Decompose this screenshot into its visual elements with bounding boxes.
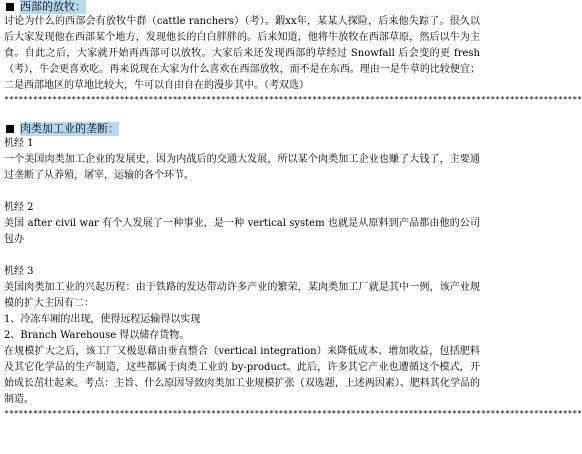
memory-text-1: 一个美国肉类加工企业的发展史，因为内战后的交通大发展，所以某个肉类加工企业也赚了大钱了，主要通过垄断了从养殖，屠宰，运输的各个环节。 <box>4 154 480 181</box>
spacer <box>4 106 480 122</box>
section-title: 肉类加工业的垄断： <box>20 122 119 135</box>
square-bullet-icon <box>6 125 14 133</box>
list-item: 1、冷冻车厢的出现，使得远程运输得以实现 <box>4 314 201 325</box>
asterisk-divider: ************************************************************************************************************************ <box>4 95 582 104</box>
spacer <box>4 248 480 264</box>
memory-text-3-conclusion: 在规模扩大之后，该工厂又极思藉由垂直整合（vertical integration）来降低成本、增加收益，包括肥料及其它化学品的生产制造，这些都属于肉类工业的 by-product。此后，许多其它产业也遭循这个模式，开始成长茁壮起来。考点：主旨、什么原因导致肉类加工业规模扩张（双选题，上述两因素）、肥料其化学品的制造。 <box>4 346 480 405</box>
asterisk-divider: ************************************************************************************************************************ <box>4 409 582 418</box>
ranching-paragraph: 讨论为什么的西部会有放牧牛群（cattle ranchers）（考）。鍜xx年，某某人探险，后来他失踪了。很久以后大家发现他在西部某个地方，发现他长的白白胖胖的。后来知道，他将牛放牧在西部草原，然后以牛为主食。自此之后，大家就开始再西部可以放牧。大家后来还发现西部的草经过 Snowfall 后会变的更 fresh （考），牛会更喜欢吃。再来说现在大家为什么喜欢在西部放牧，而不是在东西。理由一是牛草的比较便宜；二是西部地区的草地比较大，牛可以自由自在的漫步其中。（考双选） <box>4 16 480 91</box>
section-heading-meat-packing <box>4 122 480 136</box>
memory-label-2: 机经 2 <box>4 202 34 213</box>
memory-label-1: 机经 1 <box>4 138 34 149</box>
spacer <box>4 184 480 200</box>
section-title: 西部的放牧： <box>20 0 86 13</box>
section-heading-western-ranching <box>4 0 480 14</box>
memory-text-3: 美国肉类加工业的兴起历程：由于铁路的发达带动许多产业的繁荣，某肉类加工厂就是其中一例，该产业规模的扩大主因有二： <box>4 282 480 309</box>
memory-text-2: 美国 after civil war 有个人发展了一种事业，是一种 vertical system 也就是从原料到产品都由他的公司包办 <box>4 218 480 245</box>
square-bullet-icon <box>6 3 14 11</box>
memory-label-3: 机经 3 <box>4 266 34 277</box>
list-item: 2、Branch Warehouse 得以储存货物。 <box>4 330 190 341</box>
